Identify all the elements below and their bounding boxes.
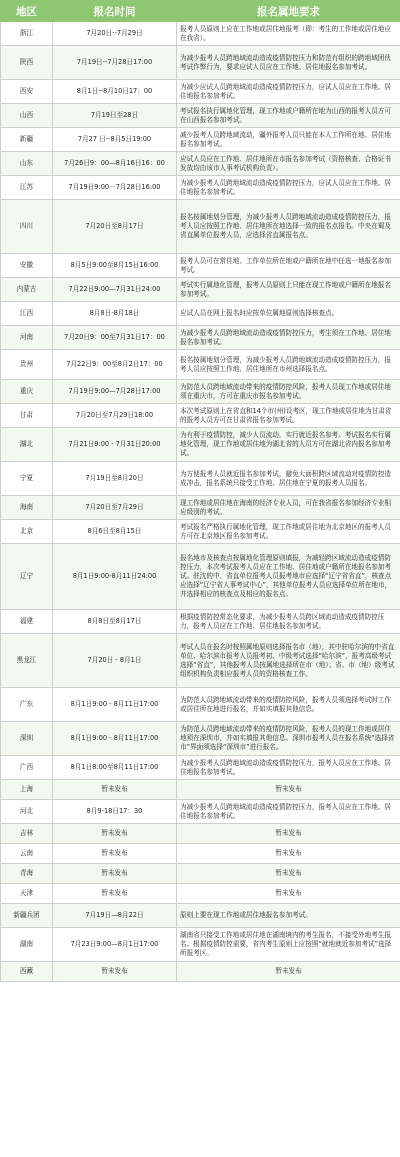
cell-region: 海南 [1,496,53,520]
cell-requirement: 湖南省只接受工作地或居住地在湖南境内的考生报名，不接受外地考生报名。根据疫情防控需要，省内考生原则上应按照“就地就近参加考试”选择所报考区。 [177,928,400,962]
cell-requirement: 应试人员应在工作地、居住地所在市报名参加考试（资格核查、合格证书发放均由该市人事考试机构负责）。 [177,152,400,176]
cell-requirement: 报考人员可在常住地、工作单位所在地或户籍所在地中任选一地报名参加考试。 [177,254,400,278]
cell-requirement: 暂未发布 [177,844,400,864]
table-row [1,176,400,200]
cell-requirement: 根据疫情防控常态化要求，为减少报考人员跨区域流动造成疫情防控压力，报考人员应在工作地、居住地报名参加考试。 [177,610,400,634]
cell-requirement: 本次考试原则上在省直和14个市(州)设考区，现工作地或居住地为甘肃省的报考人员方可在甘肃省报名参加考试。 [177,404,400,428]
header-requirement: 报名属地要求 [177,1,400,22]
cell-region: 黑龙江 [1,634,53,688]
table-row [1,688,400,722]
table-row [1,722,400,756]
table-row [1,904,400,928]
table-row [1,152,400,176]
table-row [1,544,400,610]
cell-time: 8月1日9:00 - 8月11日17:00 [53,688,177,722]
cell-region: 深圳 [1,722,53,756]
cell-region: 吉林 [1,824,53,844]
cell-time: 8月6日至8月15日 [53,520,177,544]
cell-time: 7月19日--7月28日17:00 [53,46,177,80]
cell-time: 7月23日9:00—8月1日17:00 [53,928,177,962]
cell-time: 7月26日9：00—8月16日16：00 [53,152,177,176]
table-header-row [1,1,400,22]
cell-region: 宁夏 [1,462,53,496]
cell-requirement: 为有利于疫情防控，减少人员流动，实行就近报名参考。考试报名实行属地化管理，现工作地或居住地为湖北省的人员方可在湖北省内报名参加考试。 [177,428,400,462]
cell-requirement: 为方便报考人员就近报名参加考试，避免大面积跨区域流动对疫情防控造成冲击，报名系统只接受工作地、居住地在宁夏的报考人员报名。 [177,462,400,496]
table-row [1,756,400,780]
table-row [1,22,400,46]
cell-time: 暂未发布 [53,844,177,864]
cell-region: 天津 [1,884,53,904]
table-row [1,46,400,80]
table-row [1,800,400,824]
cell-requirement: 为减少报考人员跨地域流动造成疫情防控压力，报考人员应在工作地、居住地报名参加考试。 [177,800,400,824]
cell-requirement: 考试人员在报名时按照属地原则选择报名市（地），其中驻哈尔滨的中省直单位、哈尔滨市报考人员报考初、中级考试选择“哈尔滨”，报考高级考试选择“省直”，其他报考人员按属地选择所在市（地）；省、市（地）级考试组织机构负责相应报考人员的资格核查工作。 [177,634,400,688]
cell-region: 山东 [1,152,53,176]
cell-region: 广西 [1,756,53,780]
cell-requirement: 为减少应试人员跨地域流动造成疫情防控压力，应试人员应在工作地、居住地报名参加考试。 [177,80,400,104]
table-row [1,520,400,544]
cell-time: 8月8日-8月18日 [53,302,177,326]
cell-time: 暂未发布 [53,884,177,904]
cell-region: 四川 [1,200,53,254]
cell-time: 8月9-18日17：30 [53,800,177,824]
cell-requirement: 为减少报考人员跨地域流动造成疫情防控压力，报考人员应在工作地、居住地报名参加考试。 [177,756,400,780]
cell-time: 7月19日至8月20日 [53,462,177,496]
cell-region: 河南 [1,326,53,350]
table-row [1,128,400,152]
cell-region: 新疆 [1,128,53,152]
table-row [1,864,400,884]
cell-region: 湖南 [1,928,53,962]
cell-time: 7月22日9:00—7月31日24:00 [53,278,177,302]
cell-region: 福建 [1,610,53,634]
table-row [1,928,400,962]
cell-requirement: 暂未发布 [177,962,400,982]
cell-time: 8月1日--8月10日17：00 [53,80,177,104]
table-row [1,884,400,904]
table-row [1,302,400,326]
cell-time: 7月22日9：00至8月2日17：00 [53,350,177,380]
cell-time: 8月5日9:00至8月15日16:00 [53,254,177,278]
table-row [1,380,400,404]
cell-region: 江西 [1,302,53,326]
cell-requirement: 为防范人员跨地域流动带来的疫情防控风险，报考人员的现工作地或居住地须在深圳市，并如实填报其他信息。深圳市报考人员在报名系统“选择省市”界面须选择“深圳市”进行报名。 [177,722,400,756]
cell-region: 甘肃 [1,404,53,428]
cell-time: 7月20日至7月29日18:00 [53,404,177,428]
cell-requirement: 为防范人员跨地域流动带来的疫情防控风险，报考人员须选择考试时工作或居住所在地进行报名，并如实填报其他信息。 [177,688,400,722]
cell-time: 7月21日9:00 - 7月31日20:00 [53,428,177,462]
cell-region: 陕西 [1,46,53,80]
cell-region: 山西 [1,104,53,128]
cell-requirement: 暂未发布 [177,824,400,844]
table-row [1,350,400,380]
table-row [1,254,400,278]
cell-time: 8月8日至8月17日 [53,610,177,634]
table-row [1,104,400,128]
cell-region: 河北 [1,800,53,824]
cell-requirement: 应试人员在网上报名时应按单位属地原则选择核查点。 [177,302,400,326]
cell-time: 暂未发布 [53,780,177,800]
cell-requirement: 暂未发布 [177,780,400,800]
table-row [1,278,400,302]
cell-requirement: 为防范人员跨地域流动带来的疫情防控风险，报考人员现工作地或居住地须在重庆市，方可在重庆市报名参加考试。 [177,380,400,404]
table-row [1,404,400,428]
cell-region: 青海 [1,864,53,884]
cell-region: 重庆 [1,380,53,404]
cell-requirement: 报名按属地划分管理，为减少报考人员跨地域流动造成疫情防控压力，报考人员应按照工作地、居住地所在地选择一致的报名点报名。中央在蜀及省直属单位报考人员，应选择省直属报名点。 [177,200,400,254]
table-row [1,634,400,688]
table-row [1,780,400,800]
cell-region: 上海 [1,780,53,800]
cell-requirement: 考试报名严格执行属地化管理，现工作地或居住地为北京地区的报考人员方可在北京地区报名参加考试。 [177,520,400,544]
cell-time: 7月19日9:00－7月28日16:00 [53,176,177,200]
cell-requirement: 减少报考人员跨地域流动，疆外报考人员只能在本人工作所在地、居住地报名参加考试。 [177,128,400,152]
table-row [1,200,400,254]
cell-region: 辽宁 [1,544,53,610]
cell-time: 7月20日 - 8月1日 [53,634,177,688]
cell-region: 北京 [1,520,53,544]
header-time: 报名时间 [53,1,177,22]
cell-region: 新疆兵团 [1,904,53,928]
table-row [1,80,400,104]
cell-requirement: 报考人员原则上应在工作地或居住地报考（即：考生的工作地或居住地应在我省）。 [177,22,400,46]
cell-requirement: 考试实行属地化管理，报考人员原则上只能在现工作地或户籍所在地报名参加考试。 [177,278,400,302]
cell-time: 7月19日—8月22日 [53,904,177,928]
table-row [1,462,400,496]
cell-time: 8月1日8:00至8月11日17:00 [53,756,177,780]
cell-time: 8月1日9:00-8月11日24:00 [53,544,177,610]
cell-region: 贵州 [1,350,53,380]
cell-region: 浙江 [1,22,53,46]
cell-requirement: 为减少报考人员跨地域流动造成疫情防控压力，考生须在工作地、居住地报名参加考试。 [177,326,400,350]
cell-region: 湖北 [1,428,53,462]
cell-time: 8月1日9:00 - 8月11日17:00 [53,722,177,756]
cell-region: 安徽 [1,254,53,278]
cell-region: 广东 [1,688,53,722]
cell-time: 7月20日--7月29日 [53,22,177,46]
cell-requirement: 暂未发布 [177,864,400,884]
cell-time: 暂未发布 [53,824,177,844]
cell-time: 7月20日至8月17日 [53,200,177,254]
table-row [1,962,400,982]
table-row [1,824,400,844]
cell-requirement: 报名地市及核查点按属地化管理原则填报，为减轻跨区域流动造成疫情防控压力，本次考试报考人员应在工作地、居住地或户籍所在地报名参加考试。驻沈的中、省直单位报考人员报考地市应选择“辽宁省省直”，核查点应选择“辽宁省人事考试中心”，其他单位报考人员应选择单位所在地市，并选择相应的核查点及相应的报名点。 [177,544,400,610]
cell-requirement: 报名按属地划分管理，为减少报考人员跨地域流动造成疫情防控压力，报考人员应按照工作地、居住地所在市州选择报名点。 [177,350,400,380]
table-row [1,844,400,864]
table-row [1,428,400,462]
cell-time: 7月27 日--8月5日19:00 [53,128,177,152]
cell-time: 暂未发布 [53,864,177,884]
table-row [1,610,400,634]
cell-time: 7月20日9：00至7月31日17：00 [53,326,177,350]
cell-time: 7月20日至7月29日 [53,496,177,520]
cell-requirement: 现工作地或居住地在海南的经济专业人员，可在我省报名参加经济专业相应级别的考试。 [177,496,400,520]
cell-requirement: 原则上要在现工作地或居住地报名参加考试。 [177,904,400,928]
cell-region: 西藏 [1,962,53,982]
cell-region: 西安 [1,80,53,104]
cell-requirement: 考试报名执行属地化管理，现工作地或户籍所在地为山西的报考人员方可在山西报名参加考试。 [177,104,400,128]
cell-time: 7月19日至28日 [53,104,177,128]
cell-region: 云南 [1,844,53,864]
table-row [1,496,400,520]
cell-region: 内蒙古 [1,278,53,302]
cell-time: 暂未发布 [53,962,177,982]
cell-region: 江苏 [1,176,53,200]
cell-requirement: 为减少报考人员跨地域流动造成疫情防控压力，应试人员应在工作地、居住地报名参加考试。 [177,176,400,200]
cell-requirement: 暂未发布 [177,884,400,904]
cell-requirement: 为减少报考人员跨地域流动造成疫情防控压力和防范有组织的跨地域团伙考试作弊行为，要求应试人员应在工作地、居住地报名参加考试。 [177,46,400,80]
header-region: 地区 [1,1,53,22]
cell-time: 7月19日9:00—7月28日17:00 [53,380,177,404]
table-row [1,326,400,350]
